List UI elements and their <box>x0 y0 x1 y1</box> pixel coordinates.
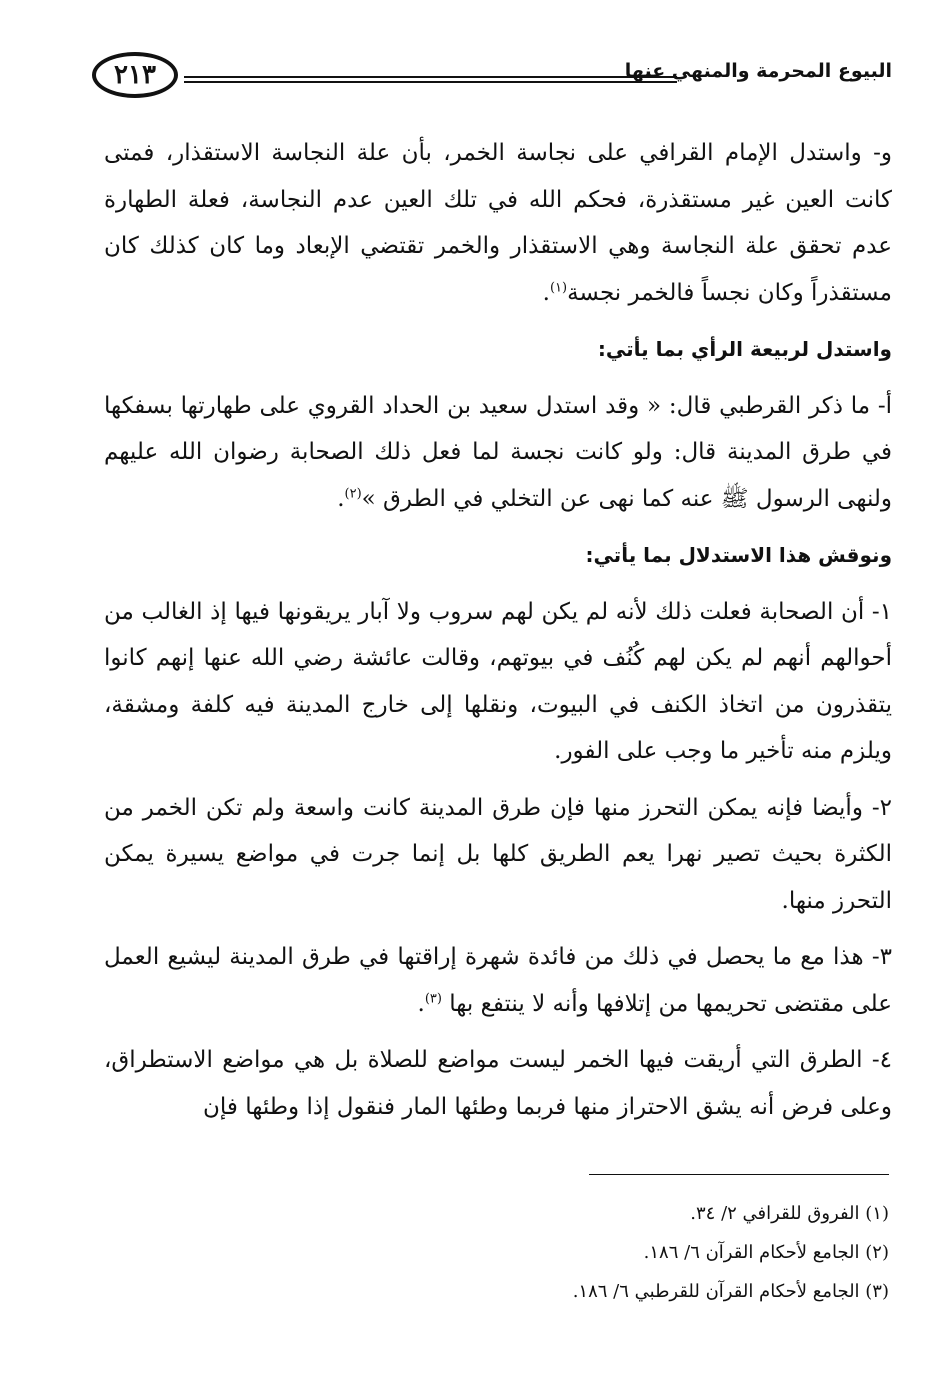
paragraph-point-2: ٢- وأيضا فإنه يمكن التحرز منها فإن طرق المدينة كانت واسعة ولم تكن الخمر من الكثرة بحيث تصير نهرا يعم الطريق كلها بل إنما جرت في مواضع يسيرة يمكن التحرز منها. <box>104 794 892 914</box>
paragraph-text: أ- ما ذكر القرطبي قال: « وقد استدل سعيد بن الحداد القروي على طهارتها بسفكها في طرق المدينة قال: ولو كانت نجسة لما فعل ذلك الصحابة رضوان الله عليهم ولنهى الرسول ﷺ عنه كما نهى عن التخلي في الطرق » <box>104 392 892 512</box>
paragraph-text: ٣- هذا مع ما يحصل في ذلك من فائدة شهرة إراقتها في طرق المدينة ليشيع العمل على مقتضى تحريمها من إتلافها وأنه لا ينتفع بها <box>104 944 892 1017</box>
section-heading: ونوقش هذا الاستدلال بما يأتي: <box>585 543 892 567</box>
paragraph-qurtubi <box>104 383 892 523</box>
main-text <box>104 130 892 1140</box>
footnotes <box>289 1196 889 1313</box>
paragraph-end: . <box>542 279 550 306</box>
page-header <box>92 52 892 108</box>
paragraph-point-4: ٤- الطرق التي أريقت فيها الخمر ليست مواضع للصلاة بل هي مواضع الاستطراق، وعلى فرض أنه يشق الاحتراز منها فربما وطئها المار فنقول إذا وطئها فإن <box>104 1047 892 1120</box>
paragraph-end: . <box>417 990 425 1017</box>
footnote-item: (٢) الجامع لأحكام القرآن ٦/ ١٨٦. <box>643 1242 889 1263</box>
section-heading: واستدل لربيعة الرأي بما يأتي: <box>597 337 892 361</box>
header-rule-second <box>184 81 677 83</box>
running-title: البيوع المحرمة والمنهي عنها <box>624 60 892 82</box>
paragraph-qarafi <box>104 130 892 316</box>
page-number: ٢١٣ <box>92 52 178 98</box>
header-rule <box>184 76 677 78</box>
footnote-separator <box>589 1174 889 1175</box>
paragraph-end: . <box>337 485 345 512</box>
paragraph-point-1: ١- أن الصحابة فعلت ذلك لأنه لم يكن لهم سروب ولا آبار يريقونها فيها إذ الغالب من أحوالهم أنهم لم يكن لهم كُنُف في بيوتهم، وقالت عائشة رضي الله عنها إنهم كانوا يتقذرون من اتخاذ الكنف في البيوت، ونقلها إلى خارج المدينة فيه كلفة ومشقة، ويلزم منه تأخير ما وجب على الفور. <box>104 598 892 764</box>
footnote-item: (١) الفروق للقرافي ٢/ ٣٤. <box>690 1203 889 1224</box>
footnote-ref: (٣) <box>424 990 442 1006</box>
footnote-ref: (٢) <box>344 485 362 501</box>
paragraph-point-3 <box>104 934 892 1027</box>
footnote-item: (٣) الجامع لأحكام القرآن للقرطبي ٦/ ١٨٦. <box>572 1281 889 1302</box>
footnote-ref: (١) <box>549 279 568 295</box>
paragraph-text: و- واستدل الإمام القرافي على نجاسة الخمر، بأن علة النجاسة الاستقذار، فمتى كانت العين غير مستقذرة، فحكم الله في تلك العين عدم النجاسة، فعلة الطهارة عدم تحقق علة النجاسة وهي الاستقذار والخمر تقتضي الإبعاد وما كان كذلك كان مستقذراً وكان نجساً فالخمر نجسة <box>104 140 892 306</box>
